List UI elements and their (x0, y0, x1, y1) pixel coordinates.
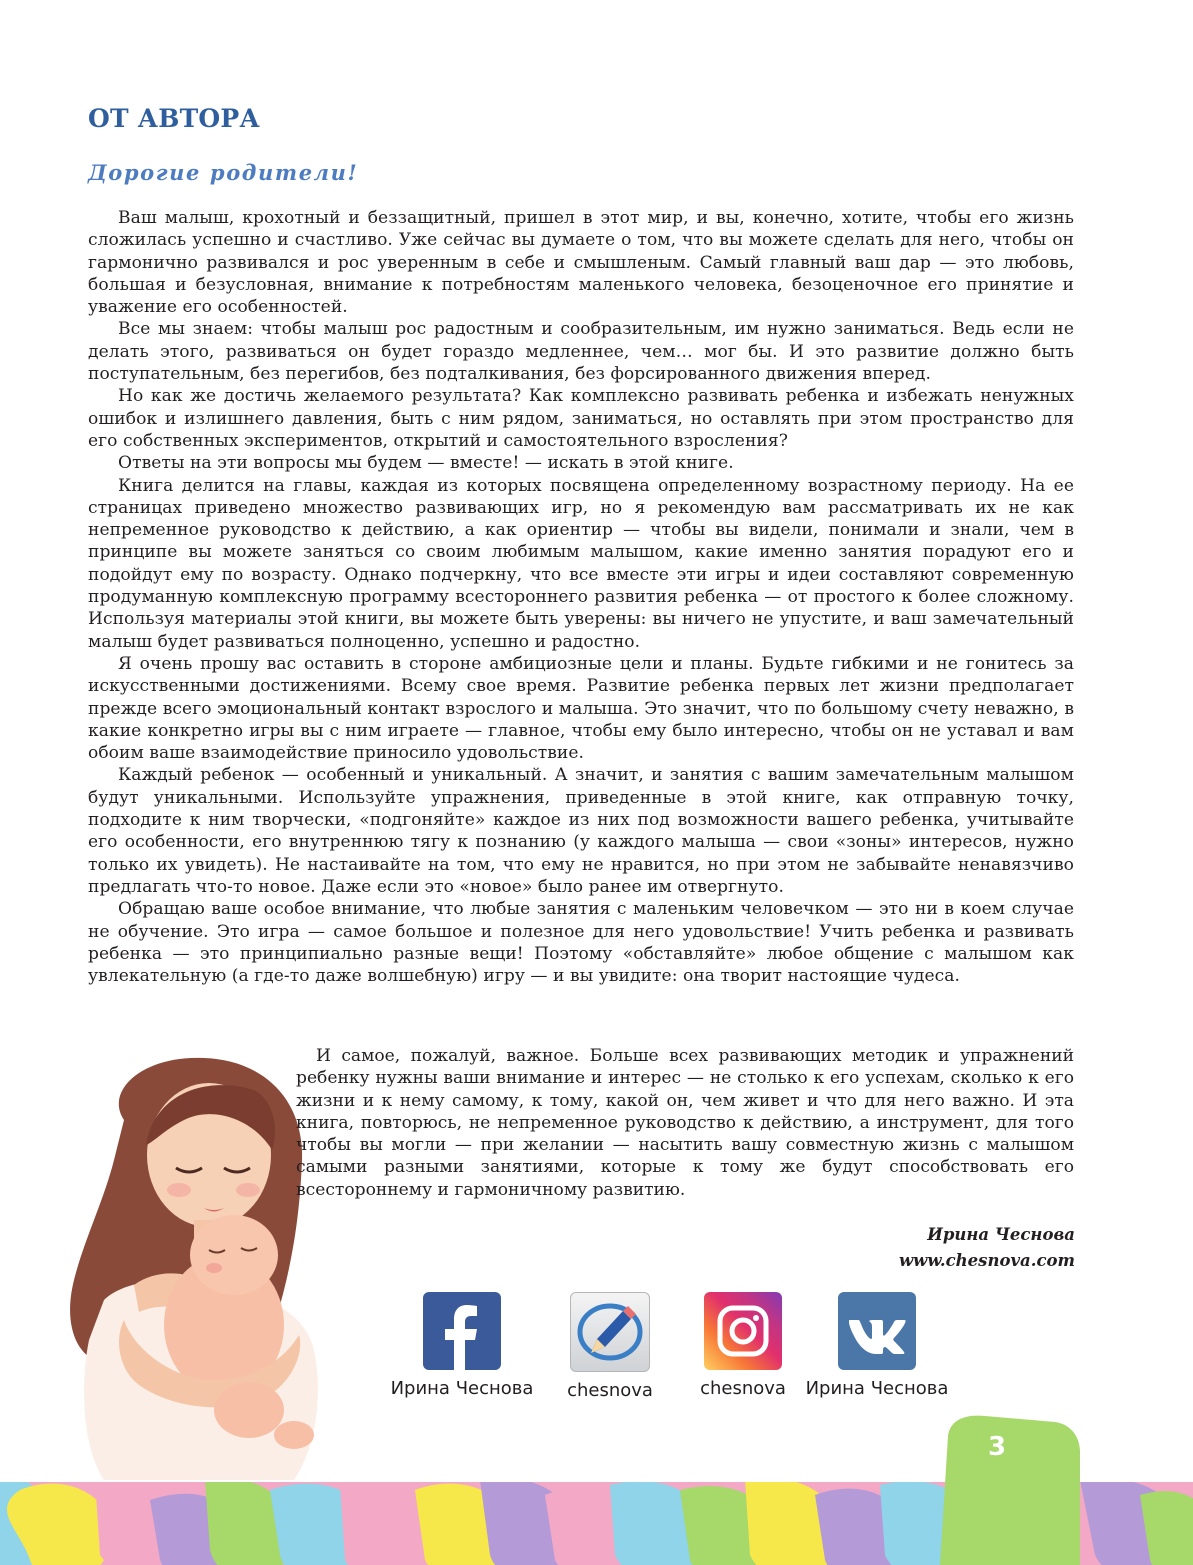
greeting-subtitle: Дорогие родители! (88, 160, 359, 185)
instagram-icon[interactable] (704, 1292, 782, 1370)
livejournal-icon[interactable] (570, 1292, 650, 1372)
signature (899, 1222, 1075, 1274)
social-facebook[interactable] (382, 1292, 542, 1399)
paragraph: Но как же достичь желаемого результата? Как комплексно развивать ребенка и избежать ненужных ошибок и излишнего давления, быть с ним рядом, заниматься, но оставлять при этом пространство для его собственных экспериментов, открытий и самостоятельного взросления? (88, 386, 1074, 451)
social-label: Ирина Чеснова (805, 1378, 949, 1399)
body-text (88, 207, 1074, 987)
website-link[interactable]: www.chesnova.com (898, 1251, 1075, 1270)
final-paragraph-block (296, 1045, 1074, 1201)
paragraph: Обращаю ваше особое внимание, что любые занятия с маленьким человечком — это ни в коем случае не обучение. Это игра — самое большое и полезное для него удовольствие! Учить ребенка и развивать ребенка — это принципиально разные вещи! Поэтому «обставляйте» любое общение с малышом как увлекательную (а где-то даже волшебную) игру — и вы увидите: она творит настоящие чудеса. (88, 899, 1074, 987)
author-name: Ирина Чеснова (927, 1225, 1075, 1244)
page-number: 3 (987, 1432, 1007, 1462)
paragraph: Я очень прошу вас оставить в стороне амбициозные цели и планы. Будьте гибкими и не гонитесь за искусственными достижениями. Всему свое время. Развитие ребенка первых лет жизни предполагает прежде всего эмоциональный контакт взрослого и малыша. Это значит, что по большому счету неважно, в какие конкретно игры вы с ним играете — главное, чтобы ему было интересно, чтобы он не уставал и вам обоим ваше взаимодействие приносило удовольствие. (88, 653, 1074, 764)
social-label: chesnova (700, 1378, 786, 1399)
social-label: Ирина Чеснова (390, 1378, 534, 1399)
paragraph: Каждый ребенок — особенный и уникальный. А значит, и занятия с вашим замечательным малышом будут уникальными. Используйте упражнения, приведенные в этой книге, как отправную точку, подходите к ним творчески, «подгоняйте» каждое из них под возможности вашего ребенка, учитывайте его особенности, его внутреннюю тягу к познанию (у каждого малыша — свои «зоны» интересов, нужно только их увидеть). Не настаивайте на том, что ему не нравится, но при этом не забывайте ненавязчиво предлагать что-то новое. Даже если это «новое» было ранее им отвергнуто. (88, 765, 1074, 897)
vk-icon[interactable] (838, 1292, 916, 1370)
social-vk[interactable] (797, 1292, 957, 1399)
paragraph: И самое, пожалуй, важное. Больше всех развивающих методик и упражнений ребенку нужны ваши внимание и интерес — не столько к его успехам, сколько к его жизни и к нему самому, к тому, какой он, чем живет и что для него важно. И эта книга, повторюсь, не непременное руководство к действию, а инструмент, для того чтобы вы могли — при желании — насытить вашу совместную жизнь с малышом самыми разными занятиями, которые к тому же будут способствовать его всестороннему и гармоничному развитию. (296, 1046, 1074, 1200)
paragraph: Ответы на эти вопросы мы будем — вместе! — искать в этой книге. (118, 453, 734, 474)
social-label: chesnova (567, 1380, 653, 1401)
facebook-icon[interactable] (423, 1292, 501, 1370)
paragraph: Книга делится на главы, каждая из которых посвящена определенному возрастному периоду. На ее страницах приведено множество развивающих игр, но я рекомендую вам рассматривать их не как непременное руководство к действию, а как ориентир — чтобы вы видели, понимали и знали, чем в принципе вы можете заняться со своим любимым малышом, какие именно занятия порадуют его и подойдут ему по возрасту. Однако подчеркну, что все вместе эти игры и идеи составляют современную продуманную комплексную программу всестороннего развития ребенка — от простого к более сложному. Используя материалы этой книги, вы можете быть уверены: вы ничего не упустите, и ваш замечательный малыш будет развиваться полноценно, успешно и радостно. (88, 475, 1074, 652)
paragraph: Все мы знаем: чтобы малыш рос радостным и сообразительным, им нужно заниматься. Ведь если не делать этого, развиваться он будет гораздо медленнее, чем… мог бы. И это развитие должно быть поступательным, без перегибов, без подталкивания, без форсированного движения вперед. (88, 319, 1074, 385)
page-title: ОТ АВТОРА (88, 104, 260, 133)
paragraph: Ваш малыш, крохотный и беззащитный, пришел в этот мир, и вы, конечно, хотите, чтобы его жизнь сложилась успешно и счастливо. Уже сейчас вы думаете о том, что вы можете сделать для него, чтобы он гармонично развивался и рос уверенным в себе и смышленым. Самый главный ваш дар — это любовь, большая и безусловная, внимание к потребностям маленького человека, безоценочное его принятие и уважение его особенностей. (88, 208, 1074, 318)
